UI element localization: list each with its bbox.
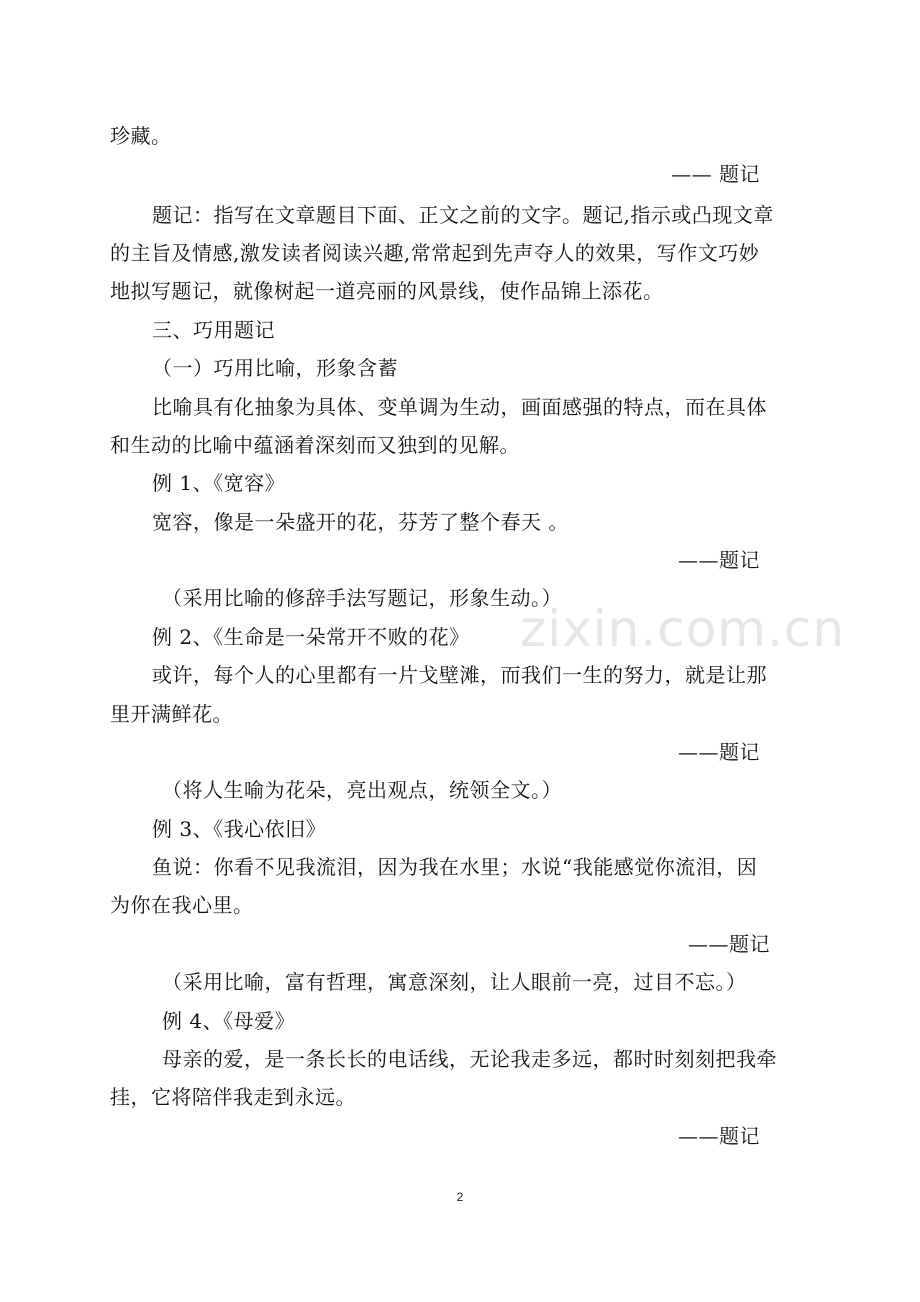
example-title: 例 4、《母爱》: [162, 1009, 296, 1033]
section-heading: 三、巧用题记: [152, 318, 275, 342]
subsection-heading: （一）巧用比喻，形象含蓄: [152, 356, 398, 380]
page-number: 2: [456, 1190, 464, 1204]
body-line: 宽容，像是一朵盛开的花，芬芳了整个春天 。: [152, 510, 569, 534]
epigraph-signature: ——题记: [678, 548, 760, 572]
body-line: 地拟写题记，就像树起一道亮丽的风景线，使作品锦上添花。: [110, 279, 664, 303]
body-line: 题记：指写在文章题目下面、正文之前的文字。题记,指示或凸现文章: [152, 203, 774, 227]
example-title: 例 1、《宽容》: [152, 471, 286, 495]
body-line: 比喻具有化抽象为具体、变单调为生动，画面感强的特点，而在具体: [152, 395, 767, 419]
epigraph-signature: ——题记: [688, 932, 770, 956]
body-line: 珍藏。: [110, 124, 172, 148]
comment-line: （采用比喻，富有哲理，寓意深刻，让人眼前一亮，过目不忘。）: [162, 970, 747, 994]
body-line: 母亲的爱，是一条长长的电话线，无论我走多远，都时时刻刻把我牵: [162, 1047, 777, 1071]
epigraph-signature: —— 题记: [671, 162, 760, 186]
epigraph-signature: ——题记: [678, 740, 760, 764]
body-line: 为你在我心里。: [110, 893, 254, 917]
comment-line: （将人生喻为花朵，亮出观点，统领全文。）: [162, 778, 562, 802]
body-line: 鱼说：你看不见我流泪，因为我在水里；水说“我能感觉你流泪，因: [152, 855, 758, 879]
body-line: 或许，每个人的心里都有一片戈壁滩，而我们一生的努力，就是让那: [152, 663, 767, 687]
body-line: 里开满鲜花。: [110, 702, 233, 726]
watermark: zixin.com.cn: [520, 600, 846, 658]
comment-line: （采用比喻的修辞手法写题记，形象生动。）: [162, 586, 562, 610]
body-line: 的主旨及情感,激发读者阅读兴趣,常常起到先声夺人的效果，写作文巧妙: [110, 241, 760, 265]
example-title: 例 3、《我心依旧》: [152, 817, 327, 841]
epigraph-signature: ——题记: [678, 1124, 760, 1148]
example-title: 例 2、《生命是一朵常开不败的花》: [152, 625, 470, 649]
body-line: 挂，它将陪伴我走到永远。: [110, 1085, 356, 1109]
body-line: 和生动的比喻中蕴涵着深刻而又独到的见解。: [110, 433, 520, 457]
